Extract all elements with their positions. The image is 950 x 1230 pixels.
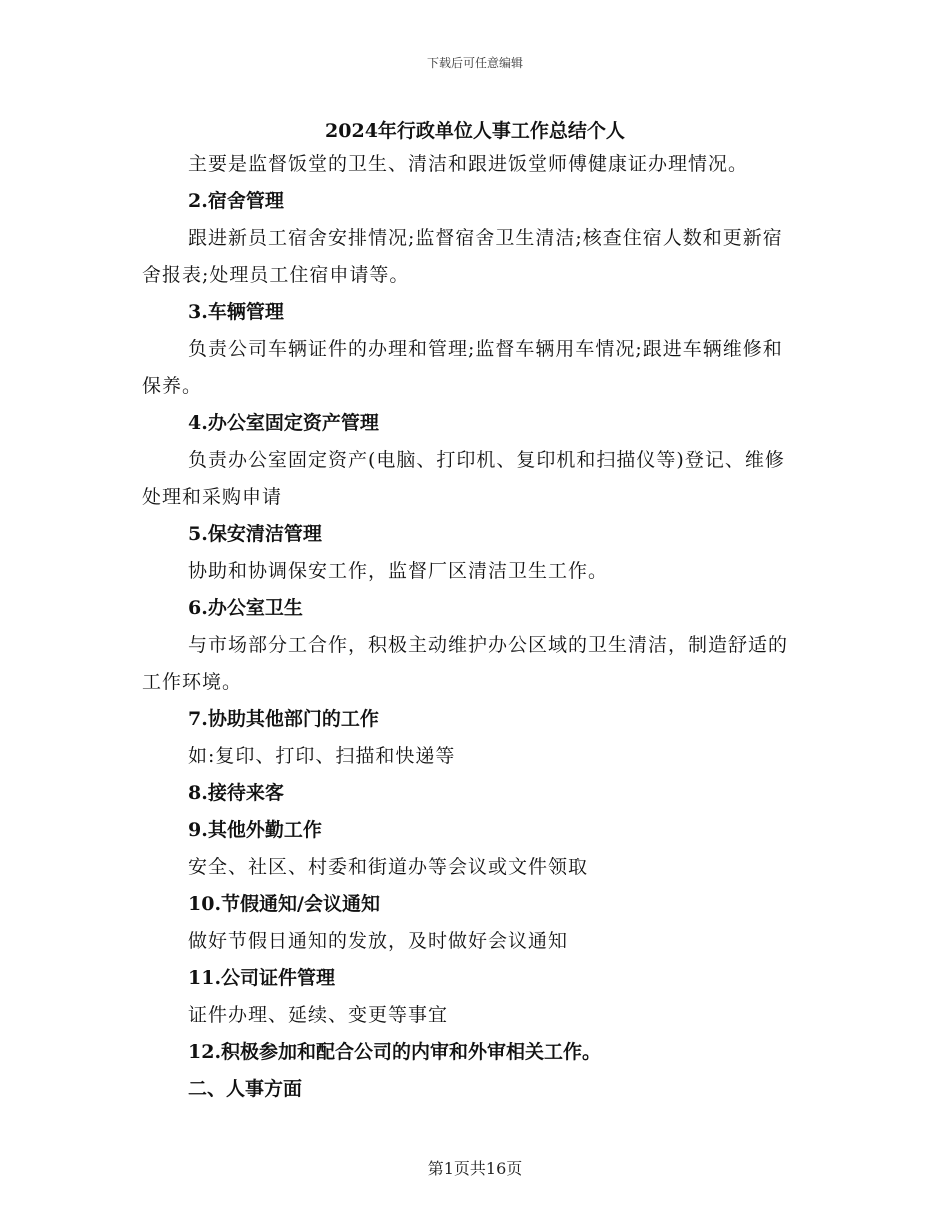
section-heading: 8.接待来客: [188, 782, 284, 804]
paragraph: 协助和协调保安工作，监督厂区清洁卫生工作。: [188, 560, 609, 582]
section-heading: 10.节假通知/会议通知: [188, 893, 380, 915]
section-heading: 2.宿舍管理: [188, 190, 284, 212]
document-title: 2024年行政单位人事工作总结个人: [325, 120, 625, 142]
section-heading: 11.公司证件管理: [188, 967, 336, 989]
page-footer: 第1页共16页: [427, 1159, 523, 1178]
section-heading: 6.办公室卫生: [188, 597, 303, 619]
section-heading: 5.保安清洁管理: [188, 523, 322, 545]
section-heading: 7.协助其他部门的工作: [188, 708, 379, 730]
section-heading: 12.积极参加和配合公司的内审和外审相关工作。: [188, 1041, 602, 1063]
section-heading: 4.办公室固定资产管理: [188, 412, 379, 434]
section-heading: 9.其他外勤工作: [188, 819, 322, 841]
paragraph: 与市场部分工合作，积极主动维护办公区域的卫生清洁，制造舒适的工作环境。: [142, 634, 789, 693]
paragraph: 如:复印、打印、扫描和快递等: [188, 745, 456, 767]
section-heading: 3.车辆管理: [188, 301, 284, 323]
paragraph: 跟进新员工宿舍安排情况;监督宿舍卫生清洁;核查住宿人数和更新宿舍报表;处理员工住宿申请等。: [142, 227, 783, 286]
paragraph: 证件办理、延续、变更等事宜: [188, 1004, 449, 1026]
page-header: 下载后可任意编辑: [426, 56, 523, 70]
paragraph: 安全、社区、村委和街道办等会议或文件领取: [188, 856, 589, 878]
section-heading: 二、人事方面: [188, 1078, 303, 1100]
paragraph: 做好节假日通知的发放，及时做好会议通知: [188, 930, 569, 952]
paragraph: 负责公司车辆证件的办理和管理;监督车辆用车情况;跟进车辆维修和保养。: [142, 338, 783, 397]
document-body: [142, 146, 802, 1108]
paragraph: 负责办公室固定资产(电脑、打印机、复印机和扫描仪等)登记、维修处理和采购申请: [142, 449, 785, 508]
paragraph: 主要是监督饭堂的卫生、清洁和跟进饭堂师傅健康证办理情况。: [188, 153, 749, 175]
